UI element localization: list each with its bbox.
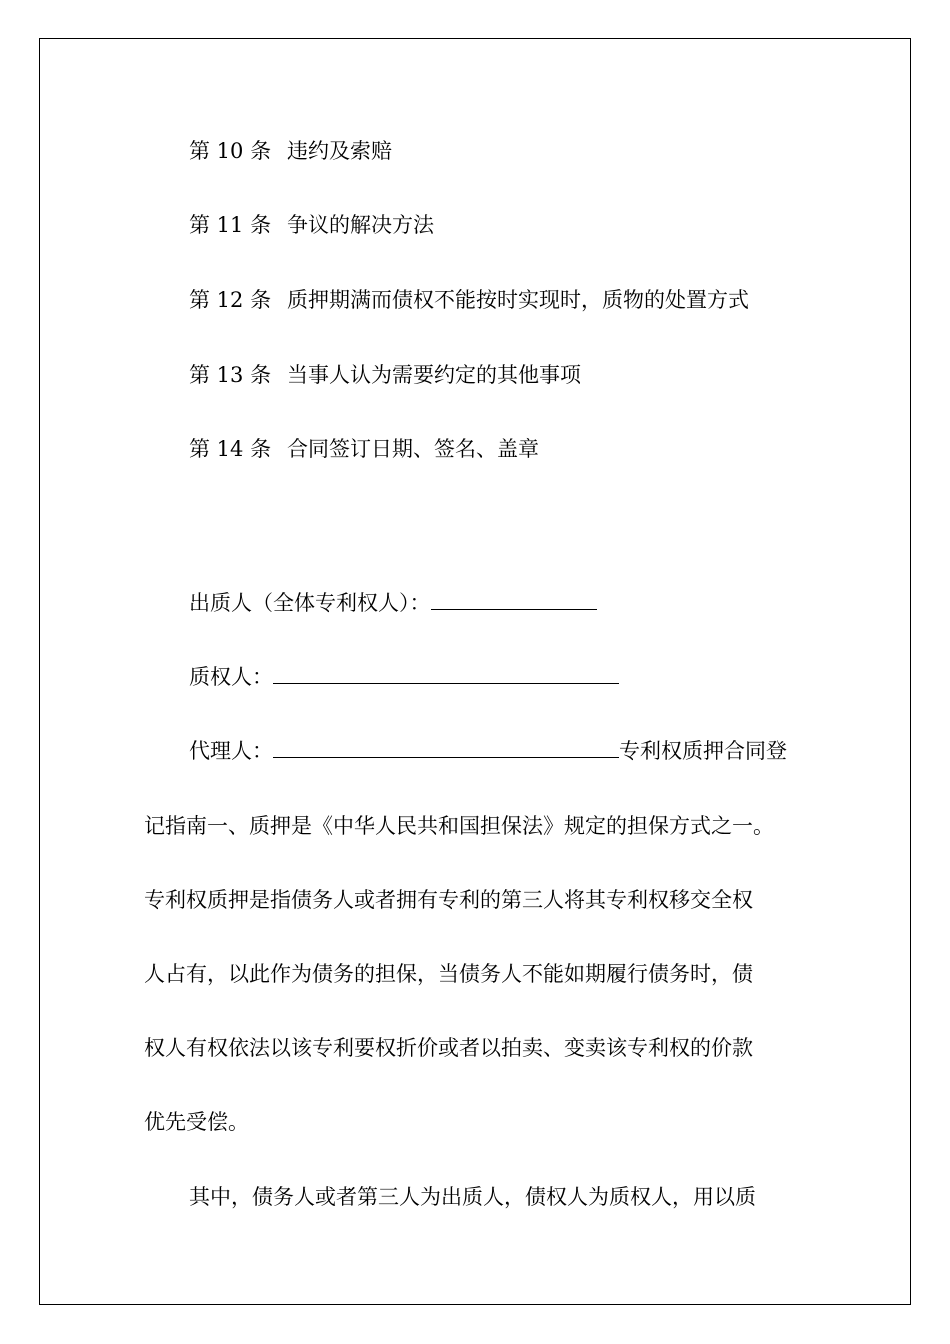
article-12 [189,286,809,314]
body-line: 专利权质押是指债务人或者拥有专利的第三人将其专利权移交全权 [144,888,753,912]
article-number: 第 11 条 [189,213,272,237]
agent-blank [273,739,619,758]
pledgee-signature-line [189,663,809,691]
article-11 [189,211,809,239]
pledgor-label: 出质人（全体专利权人）： [189,591,431,615]
article-10 [189,137,809,165]
pledgee-label: 质权人： [189,665,273,689]
article-number: 第 14 条 [189,437,272,461]
article-number: 第 10 条 [189,139,272,163]
article-title: 当事人认为需要约定的其他事项 [287,363,581,387]
article-title: 违约及索赔 [287,139,392,163]
article-title: 质押期满而债权不能按时实现时，质物的处置方式 [287,288,749,312]
agent-signature-line [189,737,809,765]
article-title: 合同签订日期、签名、盖章 [287,437,539,461]
pledgee-blank [273,665,619,684]
body-line: 权人有权依法以该专利要权折价或者以拍卖、变卖该专利权的价款 [144,1036,753,1060]
body-line: 其中，债务人或者第三人为出质人，债权人为质权人，用以质 [189,1185,756,1209]
pledgor-blank [431,591,597,610]
body-text: 专利权质押合同登 [619,739,787,763]
article-title: 争议的解决方法 [287,213,434,237]
pledgor-signature-line [189,589,809,617]
article-number: 第 13 条 [189,363,272,387]
article-13 [189,361,809,389]
body-line: 记指南一、质押是《中华人民共和国担保法》规定的担保方式之一。 [144,814,774,838]
article-number: 第 12 条 [189,288,272,312]
agent-label: 代理人： [189,739,273,763]
body-line: 优先受偿。 [144,1110,249,1134]
article-14 [189,435,809,463]
body-line: 人占有，以此作为债务的担保，当债务人不能如期履行债务时，债 [144,962,753,986]
